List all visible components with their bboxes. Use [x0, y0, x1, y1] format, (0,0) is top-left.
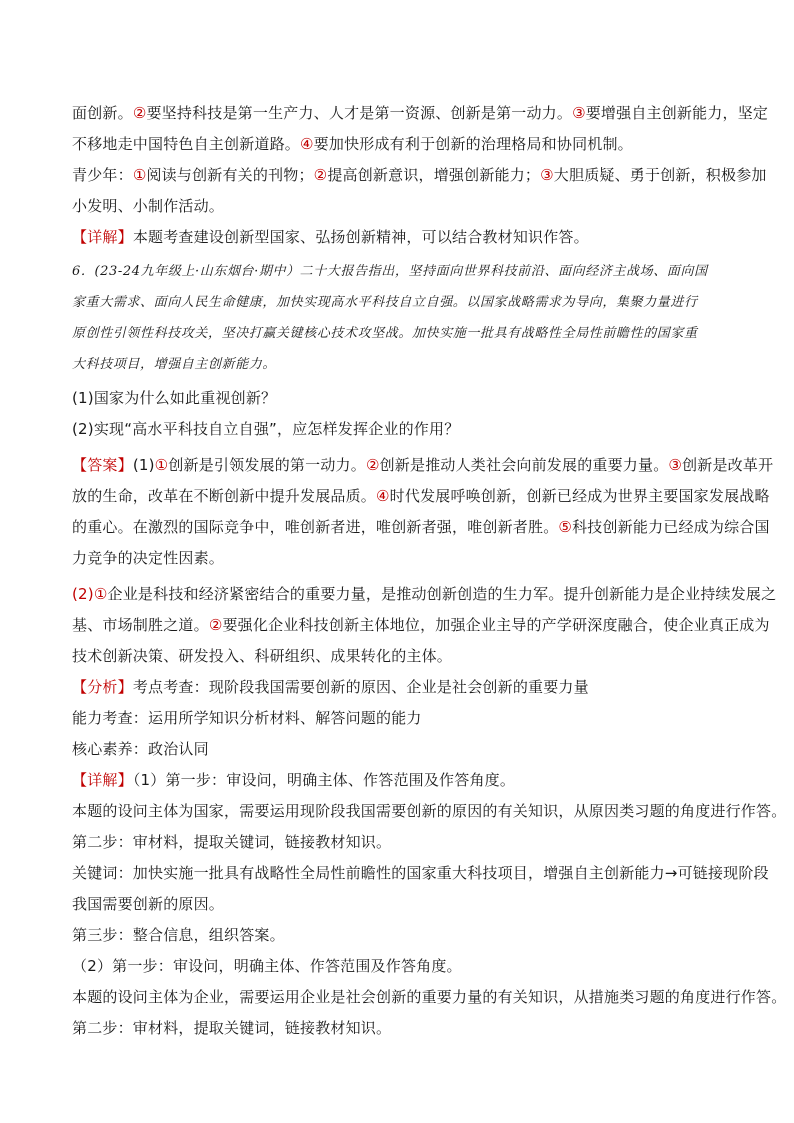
text-segment: 基、市场制胜之道。 [72, 616, 209, 634]
text-segment: 我国需要创新的原因。 [72, 895, 225, 913]
text-segment: 阅读与创新有关的刊物； [146, 166, 314, 184]
text-line [72, 383, 724, 414]
text-segment: 面创新。 [72, 104, 133, 122]
text-line [72, 827, 724, 858]
text-segment: 创新是引领发展的第一动力。 [168, 456, 366, 474]
text-line [72, 889, 724, 920]
text-segment: 小发明、小制作活动。 [72, 197, 225, 215]
text-line [72, 796, 787, 827]
text-segment: 家重大需求、面向人民生命健康，加快实现高水平科技自立自强。以国家战略需求为导向，集聚力量进行 [72, 295, 698, 310]
text-line [72, 543, 724, 574]
highlight-marker: ③ [668, 456, 683, 474]
text-line [72, 512, 770, 543]
text-segment: 放的生命，改革在不断创新中提升发展品质。 [72, 487, 377, 505]
highlight-marker: ② [208, 616, 223, 634]
text-segment: 青少年： [72, 166, 133, 184]
highlight-marker: 【答案】 [72, 456, 133, 474]
text-line [72, 579, 777, 610]
text-segment: 本题的设问主体为国家，需要运用现阶段我国需要创新的原因的有关知识，从原因类习题的角度进行作答。 [72, 802, 787, 820]
text-segment: 时代发展呼唤创新，创新已经成为世界主要国家发展战略 [389, 487, 770, 505]
text-line [72, 765, 724, 796]
text-segment: （1）第一步：审设问，明确主体、作答范围及作答角度。 [132, 771, 516, 789]
highlight-marker: ⑤ [558, 518, 573, 536]
highlight-marker: ④ [300, 135, 314, 153]
text-line [72, 414, 724, 445]
text-line [72, 951, 724, 982]
highlight-marker: ④ [376, 487, 390, 505]
text-segment: 力竞争的决定性因素。 [72, 549, 225, 567]
text-line [72, 450, 774, 481]
text-segment: (1) [132, 456, 155, 474]
text-segment: 大科技项目，增强自主创新能力。 [72, 357, 277, 372]
text-segment: 要增强自主创新能力，坚定 [585, 104, 769, 122]
text-segment: (1)国家为什么如此重视创新？ [72, 389, 277, 407]
highlight-marker: ① [154, 456, 169, 474]
highlight-marker: ③ [540, 166, 554, 184]
text-segment: 本题考查建设创新型国家、弘扬创新精神，可以结合教材知识作答。 [132, 228, 589, 246]
text-segment: 科技创新能力已经成为综合国 [572, 518, 770, 536]
text-line [72, 641, 724, 672]
text-line [72, 858, 769, 889]
text-segment: 第三步：整合信息，组织答案。 [72, 926, 285, 944]
text-line [72, 734, 724, 765]
question-stem-line [72, 318, 724, 349]
highlight-marker: ② [313, 166, 328, 184]
text-line [72, 672, 724, 703]
text-line [72, 191, 724, 222]
text-segment: 不移地走中国特色自主创新道路。 [72, 135, 301, 153]
text-line [72, 160, 767, 191]
text-segment: 企业是科技和经济紧密结合的重要力量，是推动创新创造的生力军。提升创新能力是企业持续发展之 [107, 585, 777, 603]
text-segment: 创新是推动人类社会向前发展的重要力量。 [379, 456, 669, 474]
highlight-marker: ① [93, 585, 108, 603]
text-line [72, 920, 724, 951]
text-line [72, 703, 724, 734]
text-line [72, 129, 724, 160]
text-line [72, 481, 770, 512]
text-segment: 的重心。在激烈的国际竞争中，唯创新者进，唯创新者强，唯创新者胜。 [72, 518, 559, 536]
question-stem-line [72, 256, 724, 287]
text-segment: 第二步：审材料，提取关键词，链接教材知识。 [72, 833, 392, 851]
text-segment: 关键词：加快实施一批具有战略性全局性前瞻性的国家重大科技项目，增强自主创新能力→可链接现阶段 [72, 864, 769, 882]
text-segment: 大胆质疑、勇于创新，积极参加 [553, 166, 767, 184]
text-segment: （2）第一步：审设问，明确主体、作答范围及作答角度。 [72, 957, 462, 975]
question-stem-line [72, 349, 724, 380]
highlight-marker: (2) [72, 585, 94, 603]
text-segment: 6．(23-24九年级上·山东烟台·期中）二十大报告指出，坚持面向世界科技前沿、面向经济主战场、面向国 [72, 264, 708, 279]
text-segment: 核心素养：政治认同 [72, 740, 209, 758]
highlight-marker: ② [365, 456, 380, 474]
text-line [72, 98, 769, 129]
text-line [72, 610, 770, 641]
highlight-marker: ① [132, 166, 147, 184]
text-segment: 第二步：审材料，提取关键词，链接教材知识。 [72, 1019, 392, 1037]
text-segment: 提高创新意识，增强创新能力； [327, 166, 541, 184]
text-segment: 本题的设问主体为企业，需要运用企业是社会创新的重要力量的有关知识，从措施类习题的角度进行作答。 [72, 988, 787, 1006]
highlight-marker: 【详解】 [72, 228, 133, 246]
text-segment: 技术创新决策、研发投入、科研组织、成果转化的主体。 [72, 647, 453, 665]
text-segment: 考点考查：现阶段我国需要创新的原因、企业是社会创新的重要力量 [132, 678, 589, 696]
text-segment: 创新是改革开 [682, 456, 774, 474]
text-line [72, 1013, 724, 1044]
highlight-marker: ② [132, 104, 147, 122]
text-segment: 要坚持科技是第一生产力、人才是第一资源、创新是第一动力。 [146, 104, 573, 122]
text-segment: 要强化企业科技创新主体地位，加强企业主导的产学研深度融合，使企业真正成为 [222, 616, 770, 634]
document-page [72, 98, 787, 1044]
highlight-marker: 【详解】 [72, 771, 133, 789]
text-line [72, 982, 787, 1013]
highlight-marker: ③ [572, 104, 586, 122]
text-segment: 要加快形成有利于创新的治理格局和协同机制。 [313, 135, 633, 153]
text-segment: 能力考查：运用所学知识分析材料、解答问题的能力 [72, 709, 422, 727]
text-segment: 原创性引领性科技攻关，坚决打赢关键核心技术攻坚战。加快实施一批具有战略性全局性前瞻性的国家重 [72, 326, 698, 341]
question-stem-line [72, 287, 724, 318]
highlight-marker: 【分析】 [72, 678, 133, 696]
text-segment: (2)实现“高水平科技自立自强”，应怎样发挥企业的作用？ [72, 420, 460, 438]
text-line [72, 222, 724, 253]
